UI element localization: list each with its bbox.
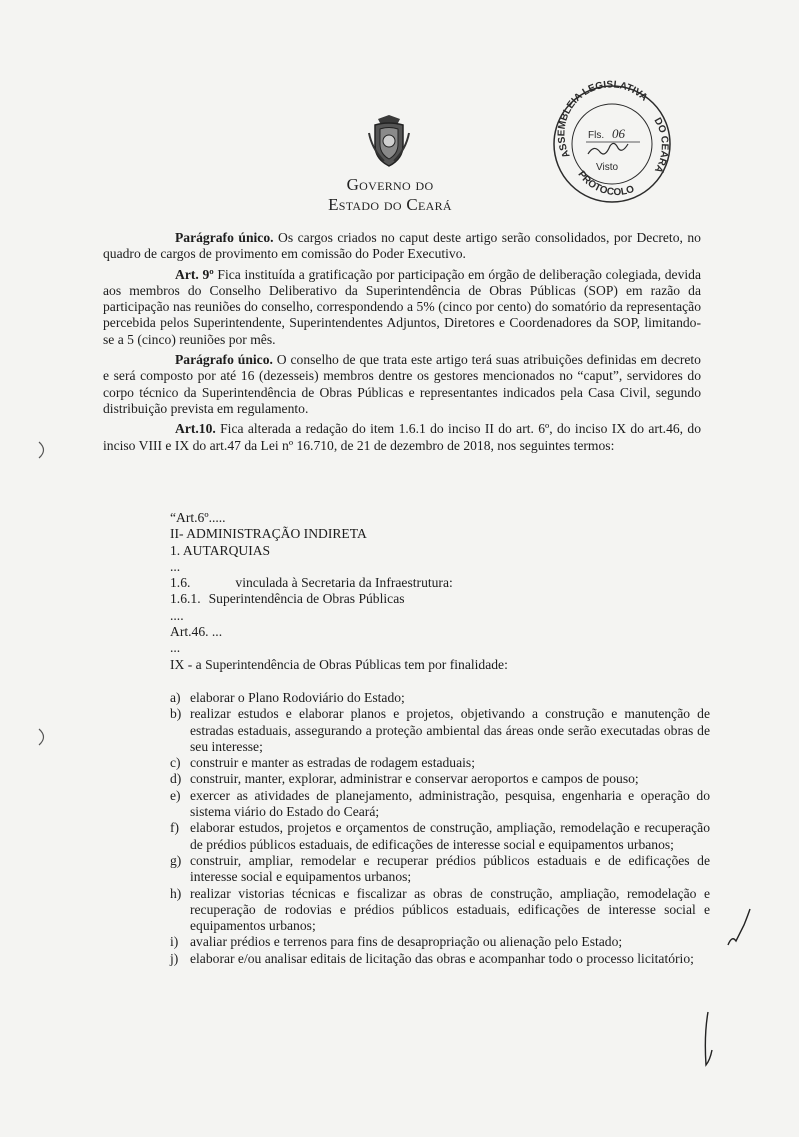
punch-mark bbox=[36, 727, 50, 747]
government-header bbox=[290, 175, 490, 215]
article-10: Art.10. Fica alterada a redação do item 1.6.1 do inciso II do art. 6º, do inciso IX do art.46, do inciso VIII e IX do art.47 da Lei nº 16.710, de 21 de dezembro de 2018, nos seguintes termos: bbox=[103, 421, 701, 453]
ceara-coat-of-arms-icon bbox=[366, 113, 412, 169]
handwritten-initial bbox=[698, 1010, 718, 1070]
quote-line: .... bbox=[170, 607, 184, 623]
stamp-ring-top: ASSEMBLEIA LEGISLATIVA bbox=[556, 79, 650, 160]
quote-line: “Art.6º..... bbox=[170, 510, 226, 525]
article-9: Art. 9º Fica instituída a gratificação por participação em órgão de deliberação colegiada, devida aos membros do Conselho Deliberativo da Superintendência de Obras Públicas (SOP) em razão da participação nas reuniões do conselho, correspondendo a 5% (cinco por cento) do somatório da representação percebida pelos Superintendente, Superintendentes Adjuntos, Diretores e Coordenadores da SOP, limitando-se a 5 (cinco) reuniões por mês. bbox=[103, 266, 701, 347]
list-item: g) construir, ampliar, remodelar e recuperar prédios públicos estaduais e de edificações de interesse social e equipamentos urbanos; bbox=[170, 852, 710, 885]
quote-line: 1. AUTARQUIAS bbox=[170, 542, 271, 558]
header-line-2: Estado do Ceará bbox=[328, 195, 452, 214]
quote-line: 1.6. vinculada à Secretaria da Infraestrutura: bbox=[170, 575, 453, 591]
punch-mark bbox=[36, 440, 50, 460]
stamp-ring-bottom: PROTOCOLO bbox=[575, 169, 636, 199]
quote-line: IX - a Superintendência de Obras Públicas tem por finalidade: bbox=[170, 656, 508, 672]
paragraph-unico-2: Parágrafo único. O conselho de que trata este artigo terá suas atribuições definidas em decreto e será composto por até 16 (dezesseis) membros dentre os gestores mencionados no “caput”, servidores do corpo técnico da Superintendência de Obras Públicas e representantes indicados pela Casa Civil, segundo distribuição prevista em regulamento. bbox=[103, 352, 701, 416]
stamp-fls-value: 06 bbox=[612, 126, 625, 141]
handwritten-initial bbox=[724, 905, 754, 955]
list-item: e) exercer as atividades de planejamento, administração, pesquisa, engenharia e operação do sistema viário do Estado do Ceará; bbox=[170, 787, 710, 820]
list-item: c) construir e manter as estradas de rodagem estaduais; bbox=[170, 755, 475, 771]
quote-line: ... bbox=[170, 558, 181, 574]
quote-line: ... bbox=[170, 640, 181, 656]
stamp-visto-label: Visto bbox=[596, 162, 619, 173]
quoted-amendment bbox=[170, 510, 710, 673]
main-text bbox=[103, 230, 701, 458]
protocol-stamp bbox=[548, 78, 680, 210]
list-item: i) avaliar prédios e terrenos para fins de desapropriação ou alienação pelo Estado; bbox=[170, 934, 623, 950]
svg-text:ASSEMBLEIA LEGISLATIVA bbox=[556, 79, 649, 159]
quote-line: Art.46. ... bbox=[170, 624, 223, 640]
list-item: b) realizar estudos e elaborar planos e projetos, objetivando a construção e manutenção de estradas estaduais, assegurando a proteção ambiental das áreas onde serão executadas obras de seu interesse; bbox=[170, 706, 710, 754]
quote-line: II- ADMINISTRAÇÃO INDIRETA bbox=[170, 526, 367, 542]
list-item: d) construir, manter, explorar, administrar e conservar aeroportos e campos de pouso; bbox=[170, 771, 639, 787]
stamp-ring-right: DO CEARÁ bbox=[651, 115, 670, 175]
paragraph-unico-1: Parágrafo único. Os cargos criados no caput deste artigo serão consolidados, por Decreto, no quadro de cargos de provimento em comissão do Poder Executivo. bbox=[103, 230, 701, 262]
quote-line: 1.6.1. Superintendência de Obras Públicas bbox=[170, 591, 405, 607]
list-item: f) elaborar estudos, projetos e orçamentos de construção, ampliação, remodelação e recuperação de prédios públicos estaduais, de edificações de interesse social e equipamentos urbanos; bbox=[170, 820, 710, 852]
list-item: a) elaborar o Plano Rodoviário do Estado; bbox=[170, 690, 405, 705]
list-item: j) elaborar e/ou analisar editais de licitação das obras e acompanhar todo o processo licitatório; bbox=[170, 950, 694, 966]
list-item: h) realizar vistorias técnicas e fiscalizar as obras de construção, ampliação, remodelação e recuperação de rodovias e prédios públicos estaduais, edificações de interesse social e equipamentos urbanos; bbox=[170, 885, 710, 934]
header-line-1: Governo do bbox=[346, 175, 434, 194]
purpose-list bbox=[170, 690, 710, 967]
stamp-fls-label: Fls. bbox=[588, 130, 605, 141]
stamp-signature bbox=[588, 143, 628, 154]
